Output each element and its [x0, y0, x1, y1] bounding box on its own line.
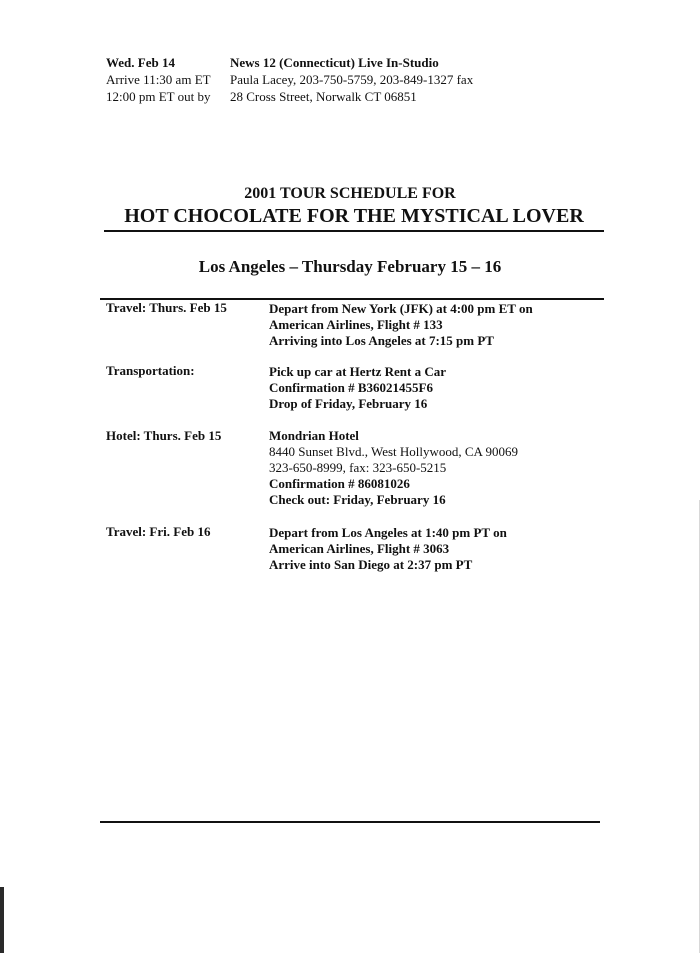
- schedule-line: 8440 Sunset Blvd., West Hollywood, CA 90069: [269, 444, 518, 459]
- schedule-line: American Airlines, Flight # 3063: [269, 541, 450, 556]
- schedule-line: American Airlines, Flight # 133: [269, 317, 443, 332]
- heading-rule: [104, 230, 604, 232]
- intro-arrive: Arrive 11:30 am ET: [106, 72, 211, 87]
- schedule-label-travel-fri: Travel: Fri. Feb 16: [106, 524, 211, 539]
- schedule-label-transportation: Transportation:: [106, 363, 195, 378]
- schedule-line: Arriving into Los Angeles at 7:15 pm PT: [269, 333, 494, 348]
- schedule-line: 323-650-8999, fax: 323-650-5215: [269, 460, 447, 475]
- intro-date: Wed. Feb 14: [106, 55, 175, 70]
- intro-out-by: 12:00 pm ET out by: [106, 89, 211, 104]
- schedule-line: Arrive into San Diego at 2:37 pm PT: [269, 557, 473, 572]
- heading-line1: 2001 TOUR SCHEDULE FOR: [244, 185, 456, 202]
- intro-venue: News 12 (Connecticut) Live In-Studio: [230, 55, 439, 70]
- schedule-label-hotel: Hotel: Thurs. Feb 15: [106, 428, 222, 443]
- schedule-line: Pick up car at Hertz Rent a Car: [269, 364, 447, 379]
- schedule-line: Mondrian Hotel: [269, 428, 359, 443]
- footer-rule: [100, 821, 600, 823]
- schedule-label-travel-thurs: Travel: Thurs. Feb 15: [106, 300, 227, 315]
- intro-contact: Paula Lacey, 203-750-5759, 203-849-1327 fax: [230, 72, 474, 87]
- location-heading: Los Angeles – Thursday February 15 – 16: [198, 257, 502, 276]
- heading-title: HOT CHOCOLATE FOR THE MYSTICAL LOVER: [124, 205, 584, 227]
- intro-address: 28 Cross Street, Norwalk CT 06851: [230, 89, 417, 104]
- schedule-line: Drop of Friday, February 16: [269, 396, 428, 411]
- scan-edge-mark: [0, 887, 4, 953]
- schedule-line: Check out: Friday, February 16: [269, 492, 446, 507]
- schedule-line: Confirmation # B36021455F6: [269, 380, 433, 395]
- schedule-line: Confirmation # 86081026: [269, 476, 410, 491]
- schedule-line: Depart from Los Angeles at 1:40 pm PT on: [269, 525, 507, 540]
- schedule-line: Depart from New York (JFK) at 4:00 pm ET on: [269, 301, 533, 316]
